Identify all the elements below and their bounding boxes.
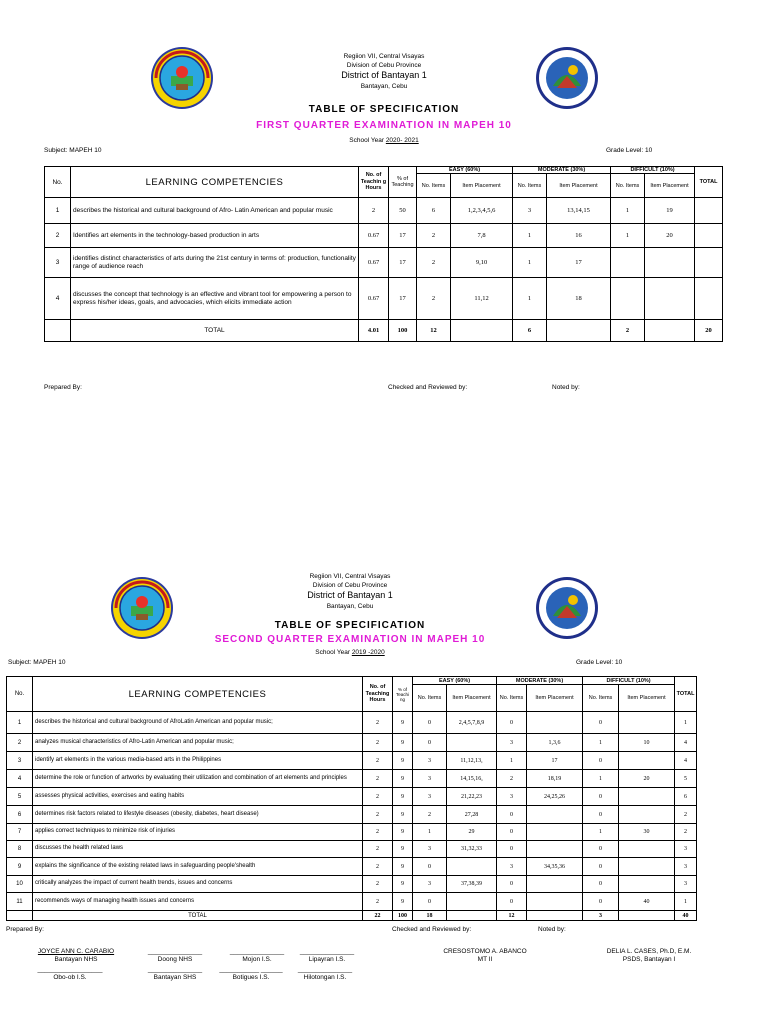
cell-d-place	[619, 788, 675, 806]
table-row	[45, 278, 723, 320]
bantayan-district-seal-icon-2	[110, 576, 174, 640]
cell-m-place: 34,35,36	[527, 858, 583, 876]
t1-head-competencies: LEARNING COMPETENCIES	[71, 167, 359, 198]
t2-head-pct: % of Teachi ng	[393, 677, 413, 712]
cell-e-items: 3	[413, 788, 447, 806]
cell-e-place: 21,22,23	[447, 788, 497, 806]
cell-d-place	[619, 858, 675, 876]
cell-e-place: 37,38,39	[447, 876, 497, 893]
t1-head-d-place: Item Placement	[645, 174, 695, 198]
table-row	[7, 734, 697, 752]
signatory-name: __________________	[37, 966, 103, 973]
cell-e-items: 3	[413, 876, 447, 893]
t2-head-d-place: Item Placement	[619, 685, 675, 712]
signatory-school: Botigues I.S.	[232, 974, 270, 981]
cell-e-items: 0	[413, 712, 447, 734]
signatory-8	[280, 966, 370, 982]
t2-head-m-items: No. Items	[497, 685, 527, 712]
signatory-school: Lipayran I.S.	[308, 956, 346, 963]
signatory-school: Mojon I.S.	[242, 956, 272, 963]
cell-no: 3	[45, 248, 71, 278]
cell-comp: critically analyzes the impact of current health trends, issues and concerns	[33, 876, 363, 893]
cell-total: 1	[675, 712, 697, 734]
cell-no: 6	[7, 806, 33, 824]
cell-e-place: 14,15,16,	[447, 770, 497, 788]
cell-m-place: 18	[547, 278, 611, 320]
t2-school-year: School Year 2019 -2020	[315, 649, 385, 656]
cell-total: 3	[675, 841, 697, 858]
cell-d-items: 0	[583, 841, 619, 858]
signatory-2	[130, 948, 220, 964]
t2-head-m-place: Item Placement	[527, 685, 583, 712]
cell-no: 4	[45, 278, 71, 320]
cell-total: 4	[675, 752, 697, 770]
cell-e-items: 2	[417, 278, 451, 320]
bantayan-district-seal-icon	[150, 46, 214, 110]
cell-comp: applies correct techniques to minimize risk of injuries	[33, 824, 363, 841]
cell-total: 6	[675, 788, 697, 806]
cell-pct: 9	[393, 824, 413, 841]
t2-head-competencies: LEARNING COMPETENCIES	[33, 677, 363, 712]
cell-m-items: 1	[513, 248, 547, 278]
cell-no: 3	[7, 752, 33, 770]
t2-quarter-title: SECOND QUARTER EXAMINATION IN MAPEH 10	[214, 634, 486, 645]
cell-m-items: 3	[497, 734, 527, 752]
cell-m-items: 0	[497, 893, 527, 911]
cell-e-items: 2	[413, 806, 447, 824]
cell-pct: 17	[389, 248, 417, 278]
t1-head-moderate: MODERATE (30%)	[513, 167, 611, 174]
cell-e-place: 31,32,33	[447, 841, 497, 858]
cell-m-items: 1	[513, 278, 547, 320]
cell-hours: 2	[363, 752, 393, 770]
t2-grade-level: Grade Level: 10	[576, 659, 623, 666]
cell-d-place	[619, 806, 675, 824]
cell-no: 11	[7, 893, 33, 911]
cell-m-place: 1,3,6	[527, 734, 583, 752]
cell-comp: discusses the health related laws	[33, 841, 363, 858]
header-town-2: Bantayan, Cebu	[326, 603, 374, 610]
t1-total-m-items: 6	[513, 320, 547, 342]
cell-no: 8	[7, 841, 33, 858]
t1-total-row	[45, 320, 723, 342]
cell-no: 1	[45, 198, 71, 224]
cell-e-items: 3	[413, 752, 447, 770]
cell-hours: 0.67	[359, 278, 389, 320]
table-row	[45, 198, 723, 224]
t1-head-m-place: Item Placement	[547, 174, 611, 198]
cell-comp: describes the historical and cultural background of AfroLatin American and popular music;	[33, 712, 363, 734]
cell-no: 9	[7, 858, 33, 876]
cell-d-place: 40	[619, 893, 675, 911]
header-district: District of Bantayan 1	[341, 70, 427, 80]
signatory-name: JOYCE ANN C. CARABIO	[37, 948, 115, 955]
cell-total: 2	[675, 824, 697, 841]
cell-m-items: 3	[513, 198, 547, 224]
cell-e-place	[447, 734, 497, 752]
checker-title: MT II	[477, 956, 493, 963]
noter-title: PSDS, Bantayan I	[622, 956, 676, 963]
signatory-name: _______________	[299, 948, 355, 955]
cell-d-items: 1	[611, 198, 645, 224]
t1-quarter-title: FIRST QUARTER EXAMINATION IN MAPEH 10	[256, 120, 512, 131]
checker-name: CRESOSTOMO A. ABANCO	[443, 948, 527, 955]
cell-pct: 9	[393, 858, 413, 876]
cell-m-place: 24,25,26	[527, 788, 583, 806]
cell-e-place: 1,2,3,4,5,6	[451, 198, 513, 224]
cell-comp: Identifies art elements in the technology-based production in arts	[71, 224, 359, 248]
cell-m-items: 2	[497, 770, 527, 788]
t2-head-no: No.	[7, 677, 33, 712]
table-row	[45, 224, 723, 248]
header-town: Bantayan, Cebu	[360, 83, 408, 90]
cell-comp: recommends ways of managing health issues and concerns	[33, 893, 363, 911]
cell-m-items: 0	[497, 876, 527, 893]
cell-e-items: 0	[413, 858, 447, 876]
table-row	[7, 712, 697, 734]
table-row	[7, 806, 697, 824]
cell-no: 2	[45, 224, 71, 248]
cell-e-items: 2	[417, 248, 451, 278]
t1-checked-label: Checked and Reviewed by:	[388, 384, 468, 391]
cell-d-place	[619, 876, 675, 893]
cell-m-place	[527, 893, 583, 911]
cell-d-items: 1	[583, 824, 619, 841]
table-row	[7, 770, 697, 788]
cell-pct: 50	[389, 198, 417, 224]
cell-total	[695, 198, 723, 224]
t1-body	[45, 198, 723, 320]
t1-head-hours: No. of Teachin g Hours	[359, 167, 389, 198]
cell-m-items: 3	[497, 858, 527, 876]
cell-total: 3	[675, 876, 697, 893]
cell-total	[695, 224, 723, 248]
cell-d-items: 0	[583, 893, 619, 911]
table-row	[7, 858, 697, 876]
t2-head-difficult: DIFFICULT (10%)	[583, 677, 675, 685]
cell-total: 4	[675, 734, 697, 752]
cell-hours: 2	[363, 876, 393, 893]
t1-subject: Subject: MAPEH 10	[44, 147, 102, 154]
t2-total-row	[7, 911, 697, 921]
cell-d-place: 10	[619, 734, 675, 752]
cell-d-items: 0	[583, 788, 619, 806]
cell-comp: identifies distinct characteristics of arts during the 21st century in terms of: production, functionality range of audience reach	[71, 248, 359, 278]
cell-m-place: 18,19	[527, 770, 583, 788]
table-row	[7, 893, 697, 911]
t2-head-hours: No. of Teaching Hours	[363, 677, 393, 712]
t2-head-e-place: Item Placement	[447, 685, 497, 712]
cell-m-items: 1	[513, 224, 547, 248]
cell-m-items: 0	[497, 841, 527, 858]
table-row	[45, 248, 723, 278]
t2-head-moderate: MODERATE (30%)	[497, 677, 583, 685]
cell-hours: 2	[363, 788, 393, 806]
cell-hours: 0.67	[359, 224, 389, 248]
signatory-name: _______________	[147, 966, 203, 973]
cell-m-place	[527, 841, 583, 858]
table-row	[7, 788, 697, 806]
t2-checked-label: Checked and Reviewed by:	[392, 926, 472, 933]
cell-e-place: 2,4,5,7,8,9	[447, 712, 497, 734]
t2-total-total: 40	[675, 911, 697, 921]
cell-e-items: 1	[413, 824, 447, 841]
cell-m-items: 0	[497, 712, 527, 734]
t1-head-e-items: No. Items	[417, 174, 451, 198]
t1-head-m-items: No. Items	[513, 174, 547, 198]
t2-total-label: TOTAL	[33, 911, 363, 921]
cell-comp: assesses physical activities, exercises and eating habits	[33, 788, 363, 806]
cell-total: 1	[675, 893, 697, 911]
cell-m-items: 3	[497, 788, 527, 806]
table-row	[7, 824, 697, 841]
t2-total-hours: 22	[363, 911, 393, 921]
cell-pct: 9	[393, 893, 413, 911]
cell-d-items: 0	[583, 712, 619, 734]
table-row	[7, 876, 697, 893]
cell-no: 10	[7, 876, 33, 893]
cell-pct: 9	[393, 876, 413, 893]
t1-total-pct: 100	[389, 320, 417, 342]
cell-hours: 2	[363, 712, 393, 734]
cell-d-place	[619, 841, 675, 858]
header-division: Division of Cebu Province	[346, 62, 422, 69]
cell-pct: 17	[389, 224, 417, 248]
cell-m-place: 13,14,15	[547, 198, 611, 224]
cell-d-items: 0	[583, 876, 619, 893]
t2-total-d-items: 3	[583, 911, 619, 921]
cell-comp: discusses the concept that technology is an effective and vibrant tool for empowering a person to express his/her ideas, goals, and advocacies, which elicits immediate action	[71, 278, 359, 320]
t1-grade-level: Grade Level: 10	[606, 147, 653, 154]
cell-total	[695, 248, 723, 278]
cell-d-items	[611, 278, 645, 320]
cell-pct: 17	[389, 278, 417, 320]
t1-head-difficult: DIFFICULT (10%)	[611, 167, 695, 174]
cell-comp: analyzes musical characteristics of Afro-Latin American and popular music;	[33, 734, 363, 752]
signatory-name: ___________ ______	[219, 966, 283, 973]
cell-d-items: 0	[583, 858, 619, 876]
signatory-school: Bantayan SHS	[153, 974, 197, 981]
cell-e-place: 11,12	[451, 278, 513, 320]
signatory-1	[26, 948, 126, 964]
table-row	[7, 752, 697, 770]
cell-m-place: 17	[527, 752, 583, 770]
cell-m-place	[527, 712, 583, 734]
cell-pct: 9	[393, 788, 413, 806]
cell-pct: 9	[393, 770, 413, 788]
t1-head-d-items: No. Items	[611, 174, 645, 198]
signatory-school: Obo-ob I.S.	[53, 974, 87, 981]
signatory-4	[282, 948, 372, 964]
t1-prepared-label: Prepared By:	[44, 384, 82, 391]
t1-noted-label: Noted by:	[552, 384, 580, 391]
t1-school-year: School Year 2020- 2021	[349, 137, 419, 144]
cell-d-place	[645, 248, 695, 278]
t2-head-d-items: No. Items	[583, 685, 619, 712]
cell-comp: determines risk factors related to lifestyle diseases (obesity, diabetes, heart disease)	[33, 806, 363, 824]
t2-spec-table	[6, 676, 697, 921]
t2-subject: Subject: MAPEH 10	[8, 659, 66, 666]
cell-e-place: 29	[447, 824, 497, 841]
cell-e-items: 0	[413, 734, 447, 752]
t1-head-e-place: Item Placement	[451, 174, 513, 198]
cell-hours: 2	[363, 806, 393, 824]
cell-d-items: 1	[611, 224, 645, 248]
t2-title: TABLE OF SPECIFICATION	[274, 620, 426, 631]
cell-pct: 9	[393, 806, 413, 824]
t2-head-e-items: No. Items	[413, 685, 447, 712]
cell-m-place	[527, 824, 583, 841]
cell-comp: describes the historical and cultural background of Afro- Latin American and popular music	[71, 198, 359, 224]
cell-no: 7	[7, 824, 33, 841]
cell-e-place: 11,12,13,	[447, 752, 497, 770]
cell-e-items: 0	[413, 893, 447, 911]
t1-title: TABLE OF SPECIFICATION	[308, 104, 460, 115]
header-region-2: Regiion VII, Central Visayas	[309, 573, 391, 580]
header-district-2: District of Bantayan 1	[307, 590, 393, 600]
t2-noted-label: Noted by:	[538, 926, 566, 933]
cell-e-place: 27,28	[447, 806, 497, 824]
cell-no: 5	[7, 788, 33, 806]
signatory-name: _______________	[229, 948, 285, 955]
cell-comp: identify art elements in the various media-based arts in the Philippines	[33, 752, 363, 770]
noter-name: DELIA L. CASES, Ph.D, E.M.	[606, 948, 692, 955]
cell-m-place: 17	[547, 248, 611, 278]
cell-e-items: 3	[413, 841, 447, 858]
cell-d-items: 0	[583, 806, 619, 824]
cell-hours: 2	[363, 770, 393, 788]
cell-d-place: 19	[645, 198, 695, 224]
cell-e-items: 6	[417, 198, 451, 224]
t1-total-d-items: 2	[611, 320, 645, 342]
t1-head-pct: % of Teaching	[389, 167, 417, 198]
cell-d-items: 1	[583, 770, 619, 788]
division-of-cebu-province-seal-icon-2	[535, 576, 599, 640]
cell-m-items: 0	[497, 806, 527, 824]
noter-signature	[574, 948, 724, 964]
t2-total-m-items: 12	[497, 911, 527, 921]
cell-total: 2	[675, 806, 697, 824]
t2-head-easy: EASY (60%)	[413, 677, 497, 685]
signatory-name: _______________	[297, 966, 353, 973]
header-division-2: Division of Cebu Province	[312, 582, 388, 589]
cell-total: 3	[675, 858, 697, 876]
cell-no: 4	[7, 770, 33, 788]
cell-m-items: 0	[497, 824, 527, 841]
cell-total: 5	[675, 770, 697, 788]
t1-total-total: 20	[695, 320, 723, 342]
cell-pct: 9	[393, 841, 413, 858]
cell-pct: 9	[393, 734, 413, 752]
cell-d-place	[619, 752, 675, 770]
cell-pct: 9	[393, 752, 413, 770]
signatory-school: Doong NHS	[157, 956, 193, 963]
cell-d-place: 20	[619, 770, 675, 788]
cell-m-items: 1	[497, 752, 527, 770]
t1-total-label: TOTAL	[71, 320, 359, 342]
cell-hours: 2	[363, 734, 393, 752]
cell-hours: 2	[363, 893, 393, 911]
cell-e-items: 3	[413, 770, 447, 788]
t2-head-total: TOTAL	[675, 677, 697, 712]
t2-total-pct: 100	[393, 911, 413, 921]
table-row	[7, 841, 697, 858]
t2-body	[7, 712, 697, 911]
t1-total-hours: 4.01	[359, 320, 389, 342]
cell-no: 1	[7, 712, 33, 734]
cell-e-place: 9,10	[451, 248, 513, 278]
cell-d-place	[645, 278, 695, 320]
cell-hours: 2	[359, 198, 389, 224]
cell-d-items: 0	[583, 752, 619, 770]
t1-head-no: No.	[45, 167, 71, 198]
t1-head-easy: EASY (60%)	[417, 167, 513, 174]
cell-hours: 0.67	[359, 248, 389, 278]
cell-e-place: 7,8	[451, 224, 513, 248]
cell-d-items	[611, 248, 645, 278]
t2-total-e-items: 18	[413, 911, 447, 921]
t1-spec-table	[44, 166, 723, 342]
cell-d-items: 1	[583, 734, 619, 752]
t1-head-total: TOTAL	[695, 167, 723, 198]
cell-d-place: 30	[619, 824, 675, 841]
cell-e-place	[447, 893, 497, 911]
t2-prepared-label: Prepared By:	[6, 926, 44, 933]
checker-signature	[420, 948, 550, 964]
signatory-name: _______________	[147, 948, 203, 955]
cell-e-place	[447, 858, 497, 876]
cell-hours: 2	[363, 841, 393, 858]
cell-d-place	[619, 712, 675, 734]
header-region: Regiion VII, Central Visayas	[343, 53, 425, 60]
cell-e-items: 2	[417, 224, 451, 248]
signatory-5	[20, 966, 120, 982]
t1-total-e-items: 12	[417, 320, 451, 342]
cell-m-place: 16	[547, 224, 611, 248]
cell-m-place	[527, 806, 583, 824]
cell-total	[695, 278, 723, 320]
division-of-cebu-province-seal-icon	[535, 46, 599, 110]
cell-no: 2	[7, 734, 33, 752]
cell-hours: 2	[363, 858, 393, 876]
cell-m-place	[527, 876, 583, 893]
cell-hours: 2	[363, 824, 393, 841]
cell-comp: determine the role or function of artworks by evaluating their utilization and combination of art elements and principles	[33, 770, 363, 788]
cell-pct: 9	[393, 712, 413, 734]
signatory-school: Bantayan NHS	[54, 956, 98, 963]
cell-comp: explains the significance of the existing related laws in safeguarding people'shealth	[33, 858, 363, 876]
signatory-school: Hilotongan I.S.	[303, 974, 347, 981]
cell-d-place: 20	[645, 224, 695, 248]
